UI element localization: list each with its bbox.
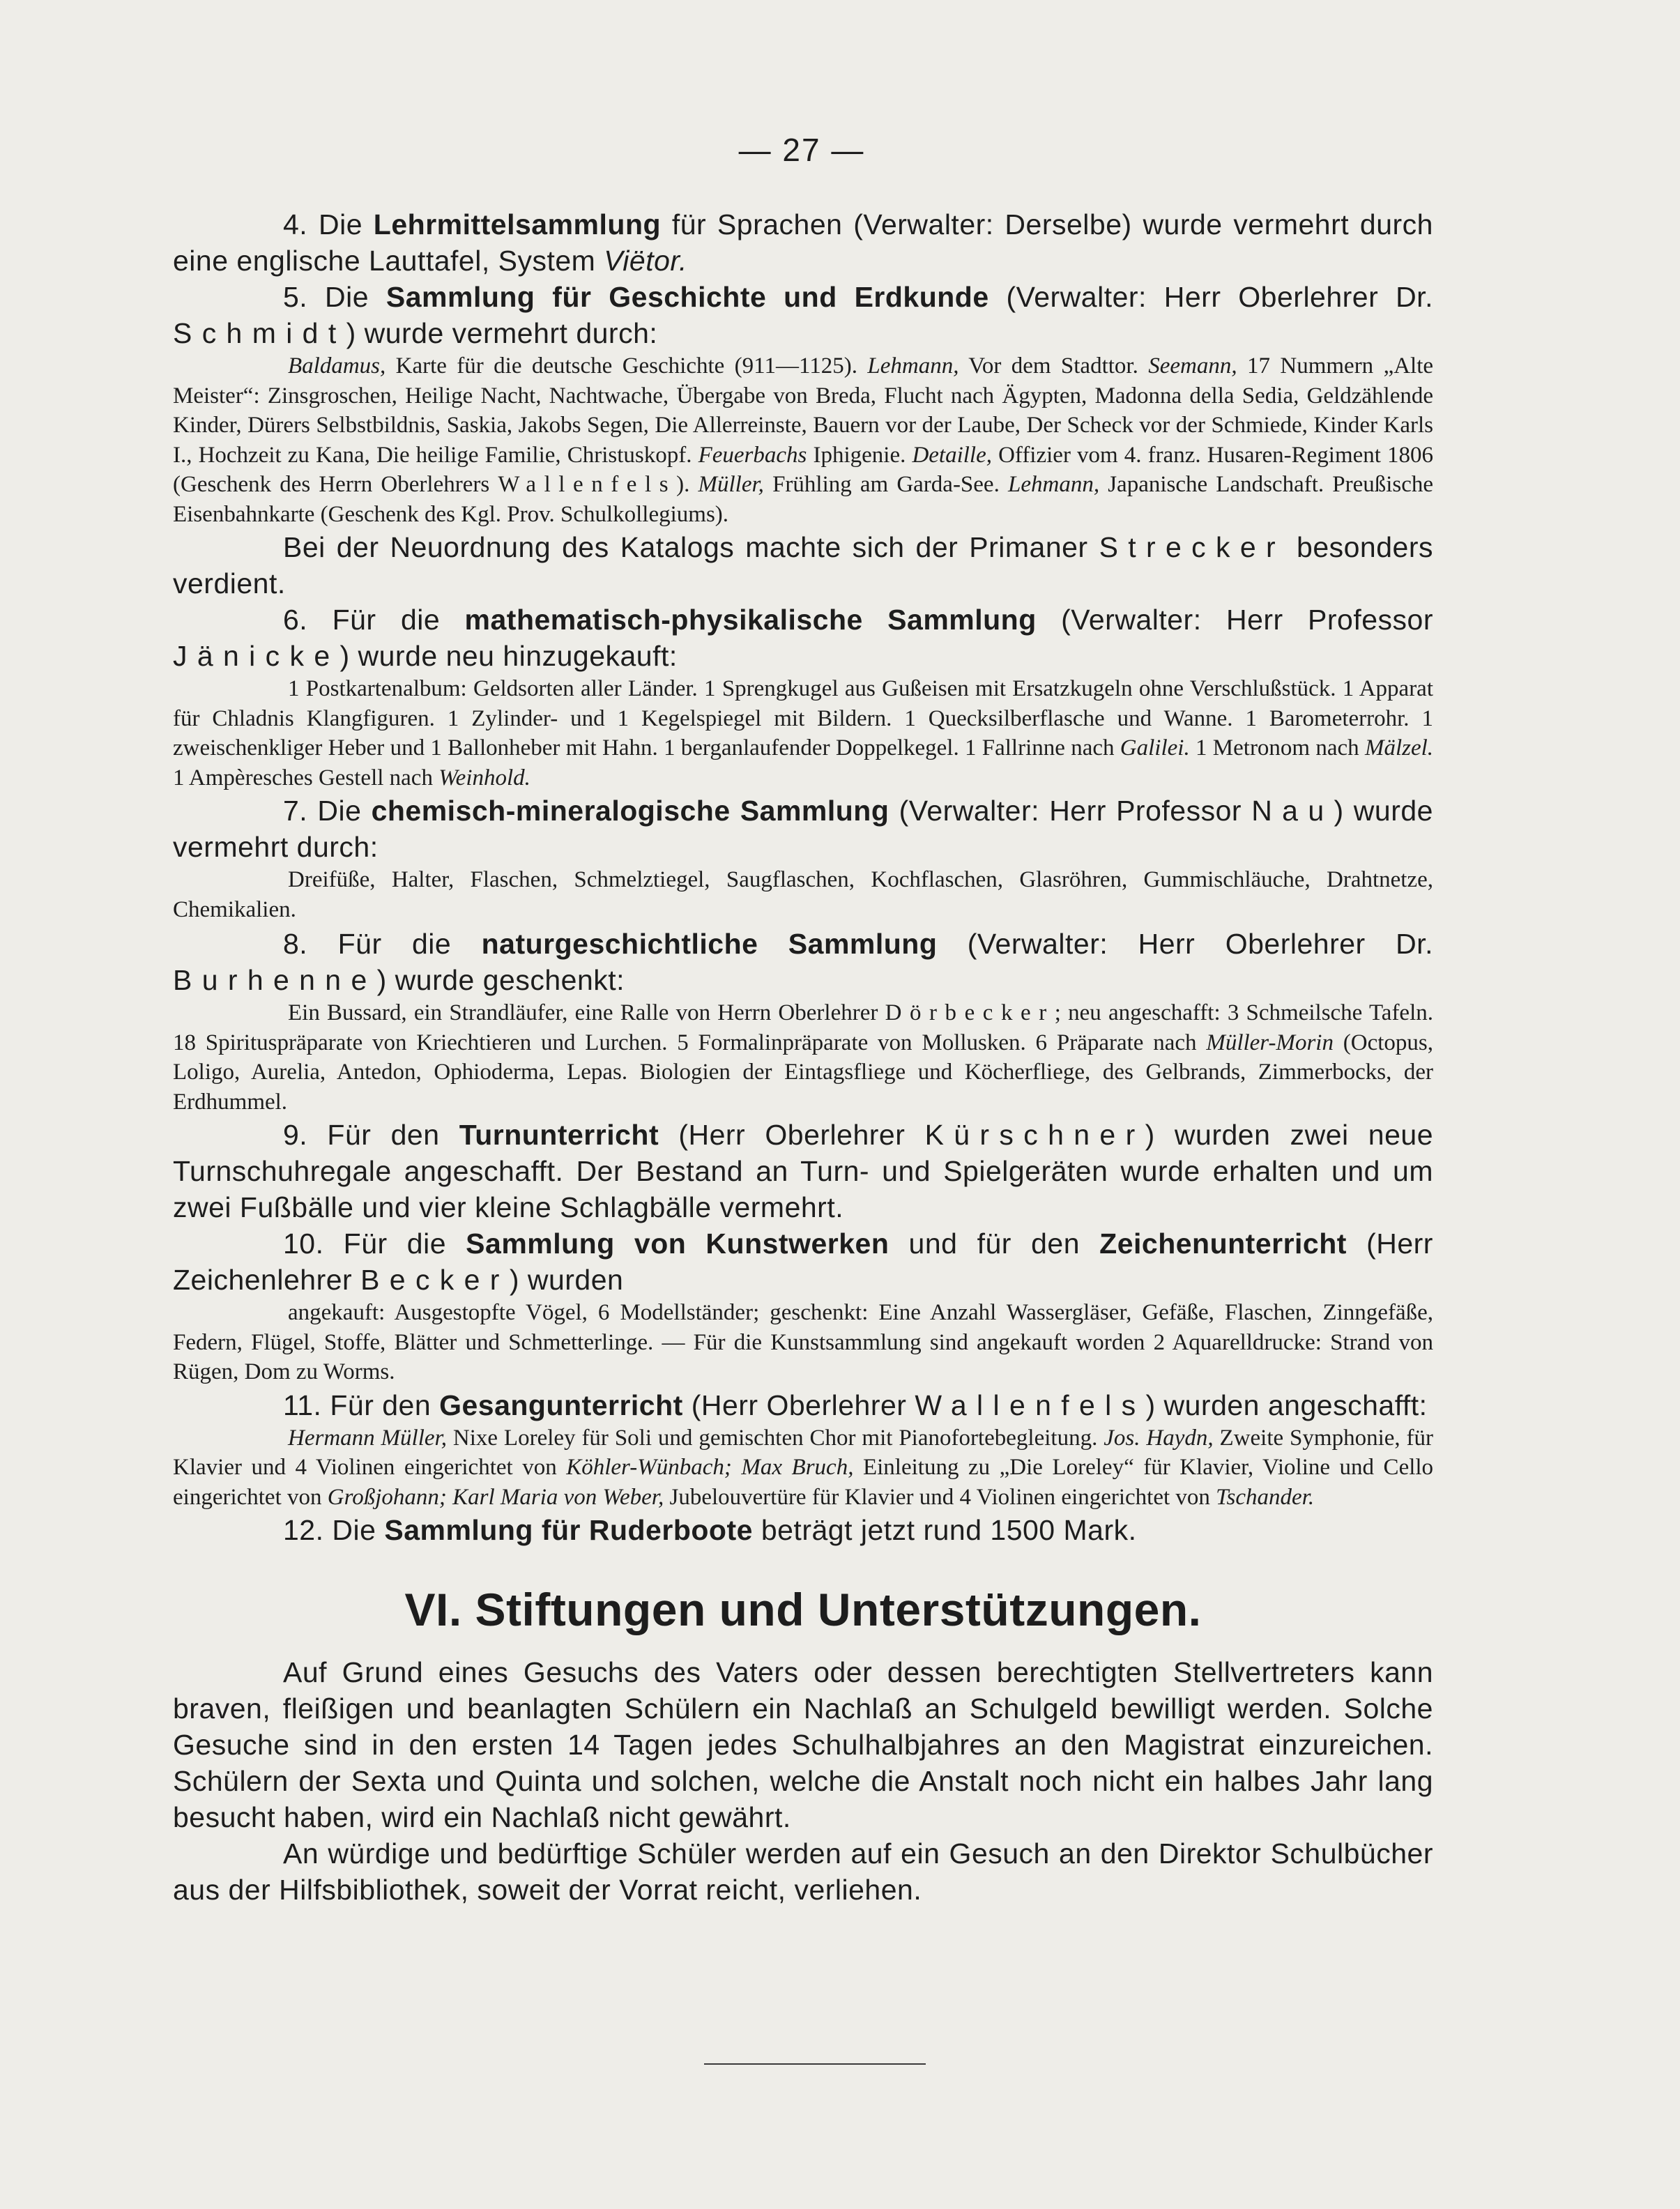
item-number: 9.: [283, 1119, 308, 1151]
person-name: Becker: [360, 1264, 510, 1296]
collection-name: Zeichenunterricht: [1099, 1228, 1347, 1260]
section-8-list: Ein Bussard, ein Strandläufer, eine Ralle von Herrn Oberlehrer Dörbecker; neu angeschafft: 3 Schmeilsche Tafeln. 18 Spirituspräparate von Kriechtieren und Lurchen. 5 Formalinpräparate von Mollusken. 6 Präparate nach Müller-Morin (Octopus, Loligo, Aurelia, Antedon, Ophioderma, Lepas. Biologien der Eintagsfliege und Köcherfliege, des Gelbrands, Zimmerbocks, der Erdhummel.: [173, 1000, 1434, 1115]
item-number: 8.: [283, 928, 308, 960]
person-name: Wallenfels: [915, 1389, 1146, 1421]
item-number: 5.: [283, 281, 308, 313]
section-10: 10. Für die Sammlung von Kunstwerken und für den Zeichenunterricht (Herr Zeichenlehrer Becker) wurden: [173, 1228, 1433, 1296]
item-number: 11.: [283, 1389, 322, 1421]
item-number: 12.: [283, 1514, 324, 1546]
collection-name: Gesangunterricht: [439, 1389, 683, 1421]
person-name: Strecker: [1099, 531, 1286, 563]
section-11-list: Hermann Müller, Nixe Loreley für Soli und gemischten Chor mit Pianofortebegleitung. Jos. Haydn, Zweite Symphonie, für Klavier und 4 Violinen eingerichtet von Köhler-Wünbach; Max Bruch, Einleitung zu „Die Loreley“ für Klavier, Violine und Cello eingerichtet von Großjohann; Karl Maria von Weber, Jubelouvertüre für Klavier und 4 Violinen eingerichtet von Tschander.: [173, 1425, 1434, 1510]
collection-name: chemisch-mineralogische Sammlung: [371, 795, 889, 827]
item-number: 10.: [283, 1228, 324, 1260]
page-content: [173, 206, 1433, 1908]
section-8: 8. Für die naturgeschichtliche Sammlung (Verwalter: Herr Oberlehrer Dr. Burhenne) wurde geschenkt:: [173, 928, 1433, 996]
person-name: Jänicke: [173, 640, 340, 672]
item-number: 6.: [283, 604, 308, 636]
section-heading: VI. Stiftungen und Unterstützungen.: [404, 1584, 1202, 1635]
section-11: 11. Für den Gesangunterricht (Herr Oberlehrer Wallenfels) wurden angeschafft:: [283, 1389, 1428, 1421]
section-6: 6. Für die mathematisch-physikalische Sammlung (Verwalter: Herr Professor Jänicke) wurde neu hinzugekauft:: [173, 604, 1433, 672]
section-7: 7. Die chemisch-mineralogische Sammlung (Verwalter: Herr Professor Nau) wurde vermehrt durch:: [173, 795, 1433, 863]
page-number: — 27 —: [738, 132, 865, 168]
collection-name: Turnunterricht: [459, 1119, 659, 1151]
section-5-list: Baldamus, Karte für die deutsche Geschichte (911—1125). Lehmann, Vor dem Stadttor. Seemann, 17 Nummern „Alte Meister“: Zinsgroschen, Heilige Nacht, Nachtwache, Übergabe von Breda, Flucht nach Ägypten, Madonna della Sedia, Geldzählende Kinder, Dürers Selbstbildnis, Saskia, Jakobs Segen, Die Allerreinste, Bauern vor der Laube, Der Scheck vor der Schmiede, Kinder Karls I., Hochzeit zu Kana, Die heilige Familie, Christuskopf. Feuerbachs Iphigenie. Detaille, Offizier vom 4. franz. Husaren-Regiment 1806 (Geschenk des Herrn Oberlehrers Wallenfels). Müller, Frühling am Garda-See. Lehmann, Japanische Landschaft. Preußische Eisenbahnkarte (Geschenk des Kgl. Prov. Schulkollegiums).: [173, 353, 1434, 527]
section-5: 5. Die Sammlung für Geschichte und Erdkunde (Verwalter: Herr Oberlehrer Dr. Schmidt) wurde vermehrt durch:: [173, 281, 1433, 349]
collection-name: Sammlung für Ruderboote: [384, 1514, 753, 1546]
section-10-list: angekauft: Ausgestopfte Vögel, 6 Modellständer; geschenkt: Eine Anzahl Wassergläser, Gefäße, Flaschen, Zinngefäße, Federn, Flügel, Stoffe, Blätter und Schmetterlinge. — Für die Kunstsammlung sind angekauft worden 2 Aquarelldrucke: Strand von Rügen, Dom zu Worms.: [173, 1300, 1433, 1384]
section-7-list: Dreifüße, Halter, Flaschen, Schmelztiegel, Saugflaschen, Kochflaschen, Glasröhren, Gummischläuche, Drahtnetze, Chemikalien.: [173, 867, 1433, 922]
person-name: Kürschner: [924, 1119, 1145, 1151]
collection-name: mathematisch-physikalische Sammlung: [464, 604, 1037, 636]
section-4: 4. Die Lehrmittelsammlung für Sprachen (Verwalter: Derselbe) wurde vermehrt durch eine englische Lauttafel, System Viëtor.: [173, 208, 1433, 277]
collection-name: Sammlung für Geschichte und Erdkunde: [385, 281, 989, 313]
collection-name: Sammlung von Kunstwerken: [466, 1228, 889, 1260]
person-name: Schmidt: [173, 317, 346, 349]
collection-name: naturgeschichtliche Sammlung: [481, 928, 938, 960]
collection-name: Lehrmittelsammlung: [373, 208, 662, 240]
section-6-list: 1 Postkartenalbum: Geldsorten aller Länder. 1 Sprengkugel aus Gußeisen mit Ersatzkugeln ohne Verschlußstück. 1 Apparat für Chladnis Klangfiguren. 1 Zylinder- und 1 Kegelspiegel mit Bildern. 1 Quecksilberflasche und Wanne. 1 Barometerrohr. 1 zweischenkliger Heber und 1 Ballonheber mit Hahn. 1 berganlaufender Doppelkegel. 1 Fallrinne nach Galilei. 1 Metronom nach Mälzel. 1 Ampèresches Gestell nach Weinhold.: [173, 676, 1434, 790]
end-rule: [704, 2063, 926, 2065]
person-name: Burhenne: [173, 964, 377, 996]
item-number: 4.: [283, 208, 308, 240]
section-12: 12. Die Sammlung für Ruderboote beträgt jetzt rund 1500 Mark.: [283, 1514, 1137, 1546]
paragraph-library-books: An würdige und bedürftige Schüler werden auf ein Gesuch an den Direktor Schulbücher aus der Hilfsbibliothek, soweit der Vorrat reicht, verliehen.: [173, 1837, 1433, 1906]
section-5-note: Bei der Neuordnung des Katalogs machte sich der Primaner Strecker besonders verdient.: [173, 531, 1433, 599]
item-number: 7.: [283, 795, 308, 827]
person-name: Nau: [1251, 795, 1334, 827]
section-9: 9. Für den Turnunterricht (Herr Oberlehrer Kürschner) wurden zwei neue Turnschuhregale angeschafft. Der Bestand an Turn- und Spielgeräten wurde erhalten und um zwei Fußbälle und vier kleine Schlagbälle vermehrt.: [173, 1119, 1433, 1223]
paragraph-school-fees: Auf Grund eines Gesuchs des Vaters oder dessen berechtigten Stellvertreters kann braven, fleißigen und beanlagten Schülern ein Nachlaß an Schulgeld bewilligt werden. Solche Gesuche sind in den ersten 14 Tagen jedes Schulhalbjahres an den Magistrat einzureichen. Schülern der Sexta und Quinta und solchen, welche die Anstalt noch nicht ein halbes Jahr lang besucht haben, wird ein Nachlaß nicht gewährt.: [173, 1656, 1433, 1833]
